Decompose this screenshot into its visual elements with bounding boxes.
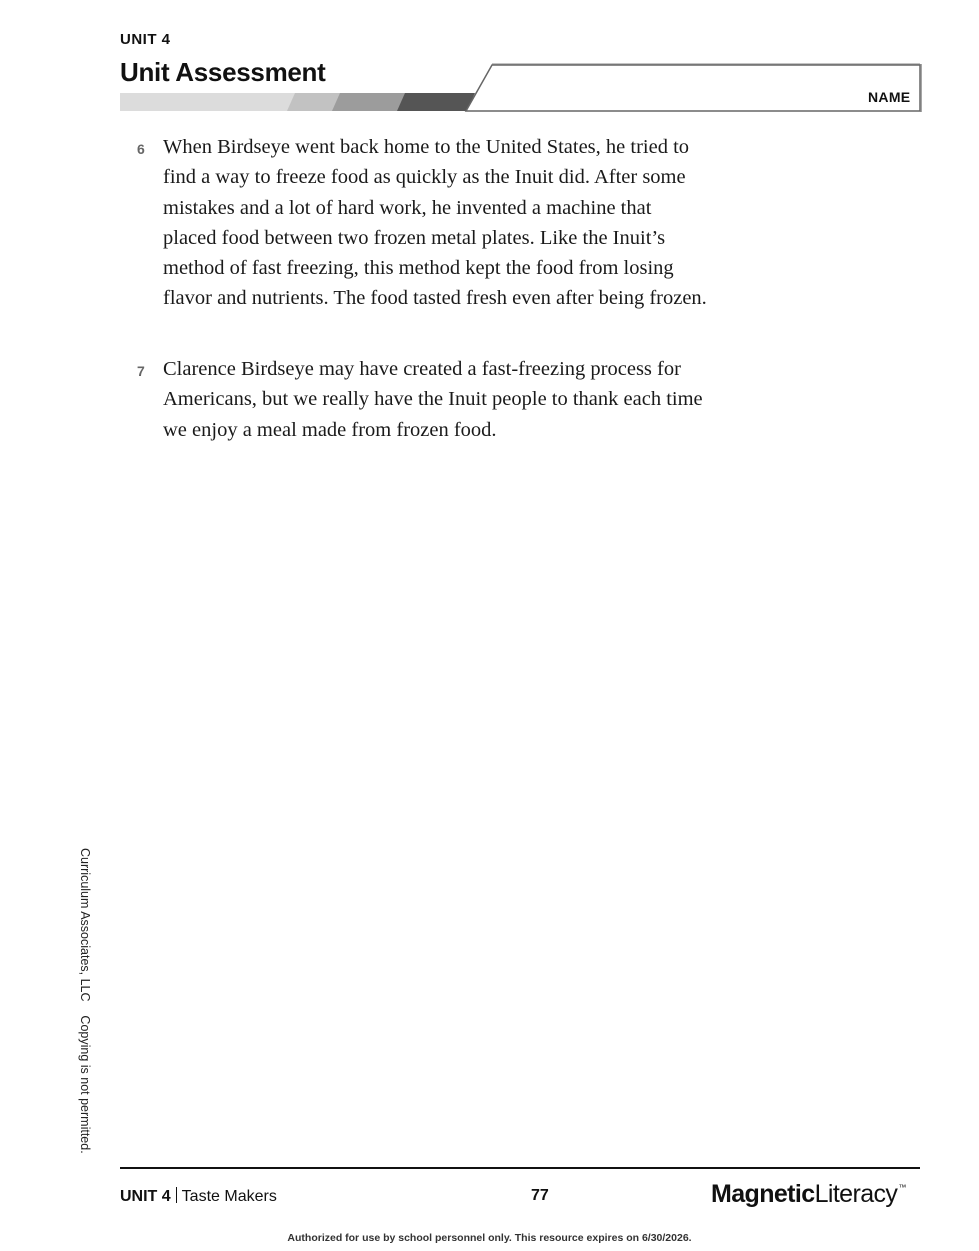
footer-divider [120, 1167, 920, 1169]
paragraph-7 [120, 354, 710, 445]
paragraph-text: Clarence Birdseye may have created a fast-freezing process for Americans, but we really have the Inuit people to thank each time we enjoy a meal made from frozen food. [163, 358, 703, 441]
page-number: 77 [531, 1187, 549, 1204]
banner-band-light [120, 93, 295, 111]
authorization-notice: Authorized for use by school personnel only. This resource expires on 6/30/2026. [287, 1232, 692, 1244]
name-field-box [466, 65, 920, 111]
paragraph-text: When Birdseye went back home to the United States, he tried to find a way to freeze food as quickly as the Inuit did. After some mistakes and a lot of hard work, he invented a machine that placed food between two frozen metal plates. Like the Inuit’s method of fast freezing, this method kept the food from losing flavor and nutrients. The food tasted fresh even after being frozen. [163, 136, 707, 310]
brand-name-light: Literacy [814, 1180, 898, 1208]
page-title: Unit Assessment [120, 57, 326, 87]
footer-unit-info [120, 1187, 277, 1206]
brand-logo [711, 1180, 906, 1209]
trademark-mark: ™ [898, 1183, 906, 1192]
brand-name-bold: Magnetic [711, 1180, 815, 1208]
copyright-note: Curriculum Associates, LLC Copying is not permitted. [78, 848, 92, 1154]
footer-unit-label: UNIT 4 [120, 1188, 171, 1205]
footer-separator [176, 1187, 177, 1203]
paragraph-number: 7 [137, 363, 145, 379]
paragraph-number: 6 [137, 141, 145, 157]
header-banner [120, 62, 924, 114]
name-field-label: NAME [868, 89, 911, 105]
paragraph-6 [120, 132, 710, 314]
banner-band-dark [397, 93, 475, 111]
footer-unit-title: Taste Makers [181, 1188, 277, 1205]
unit-label: UNIT 4 [120, 31, 171, 48]
